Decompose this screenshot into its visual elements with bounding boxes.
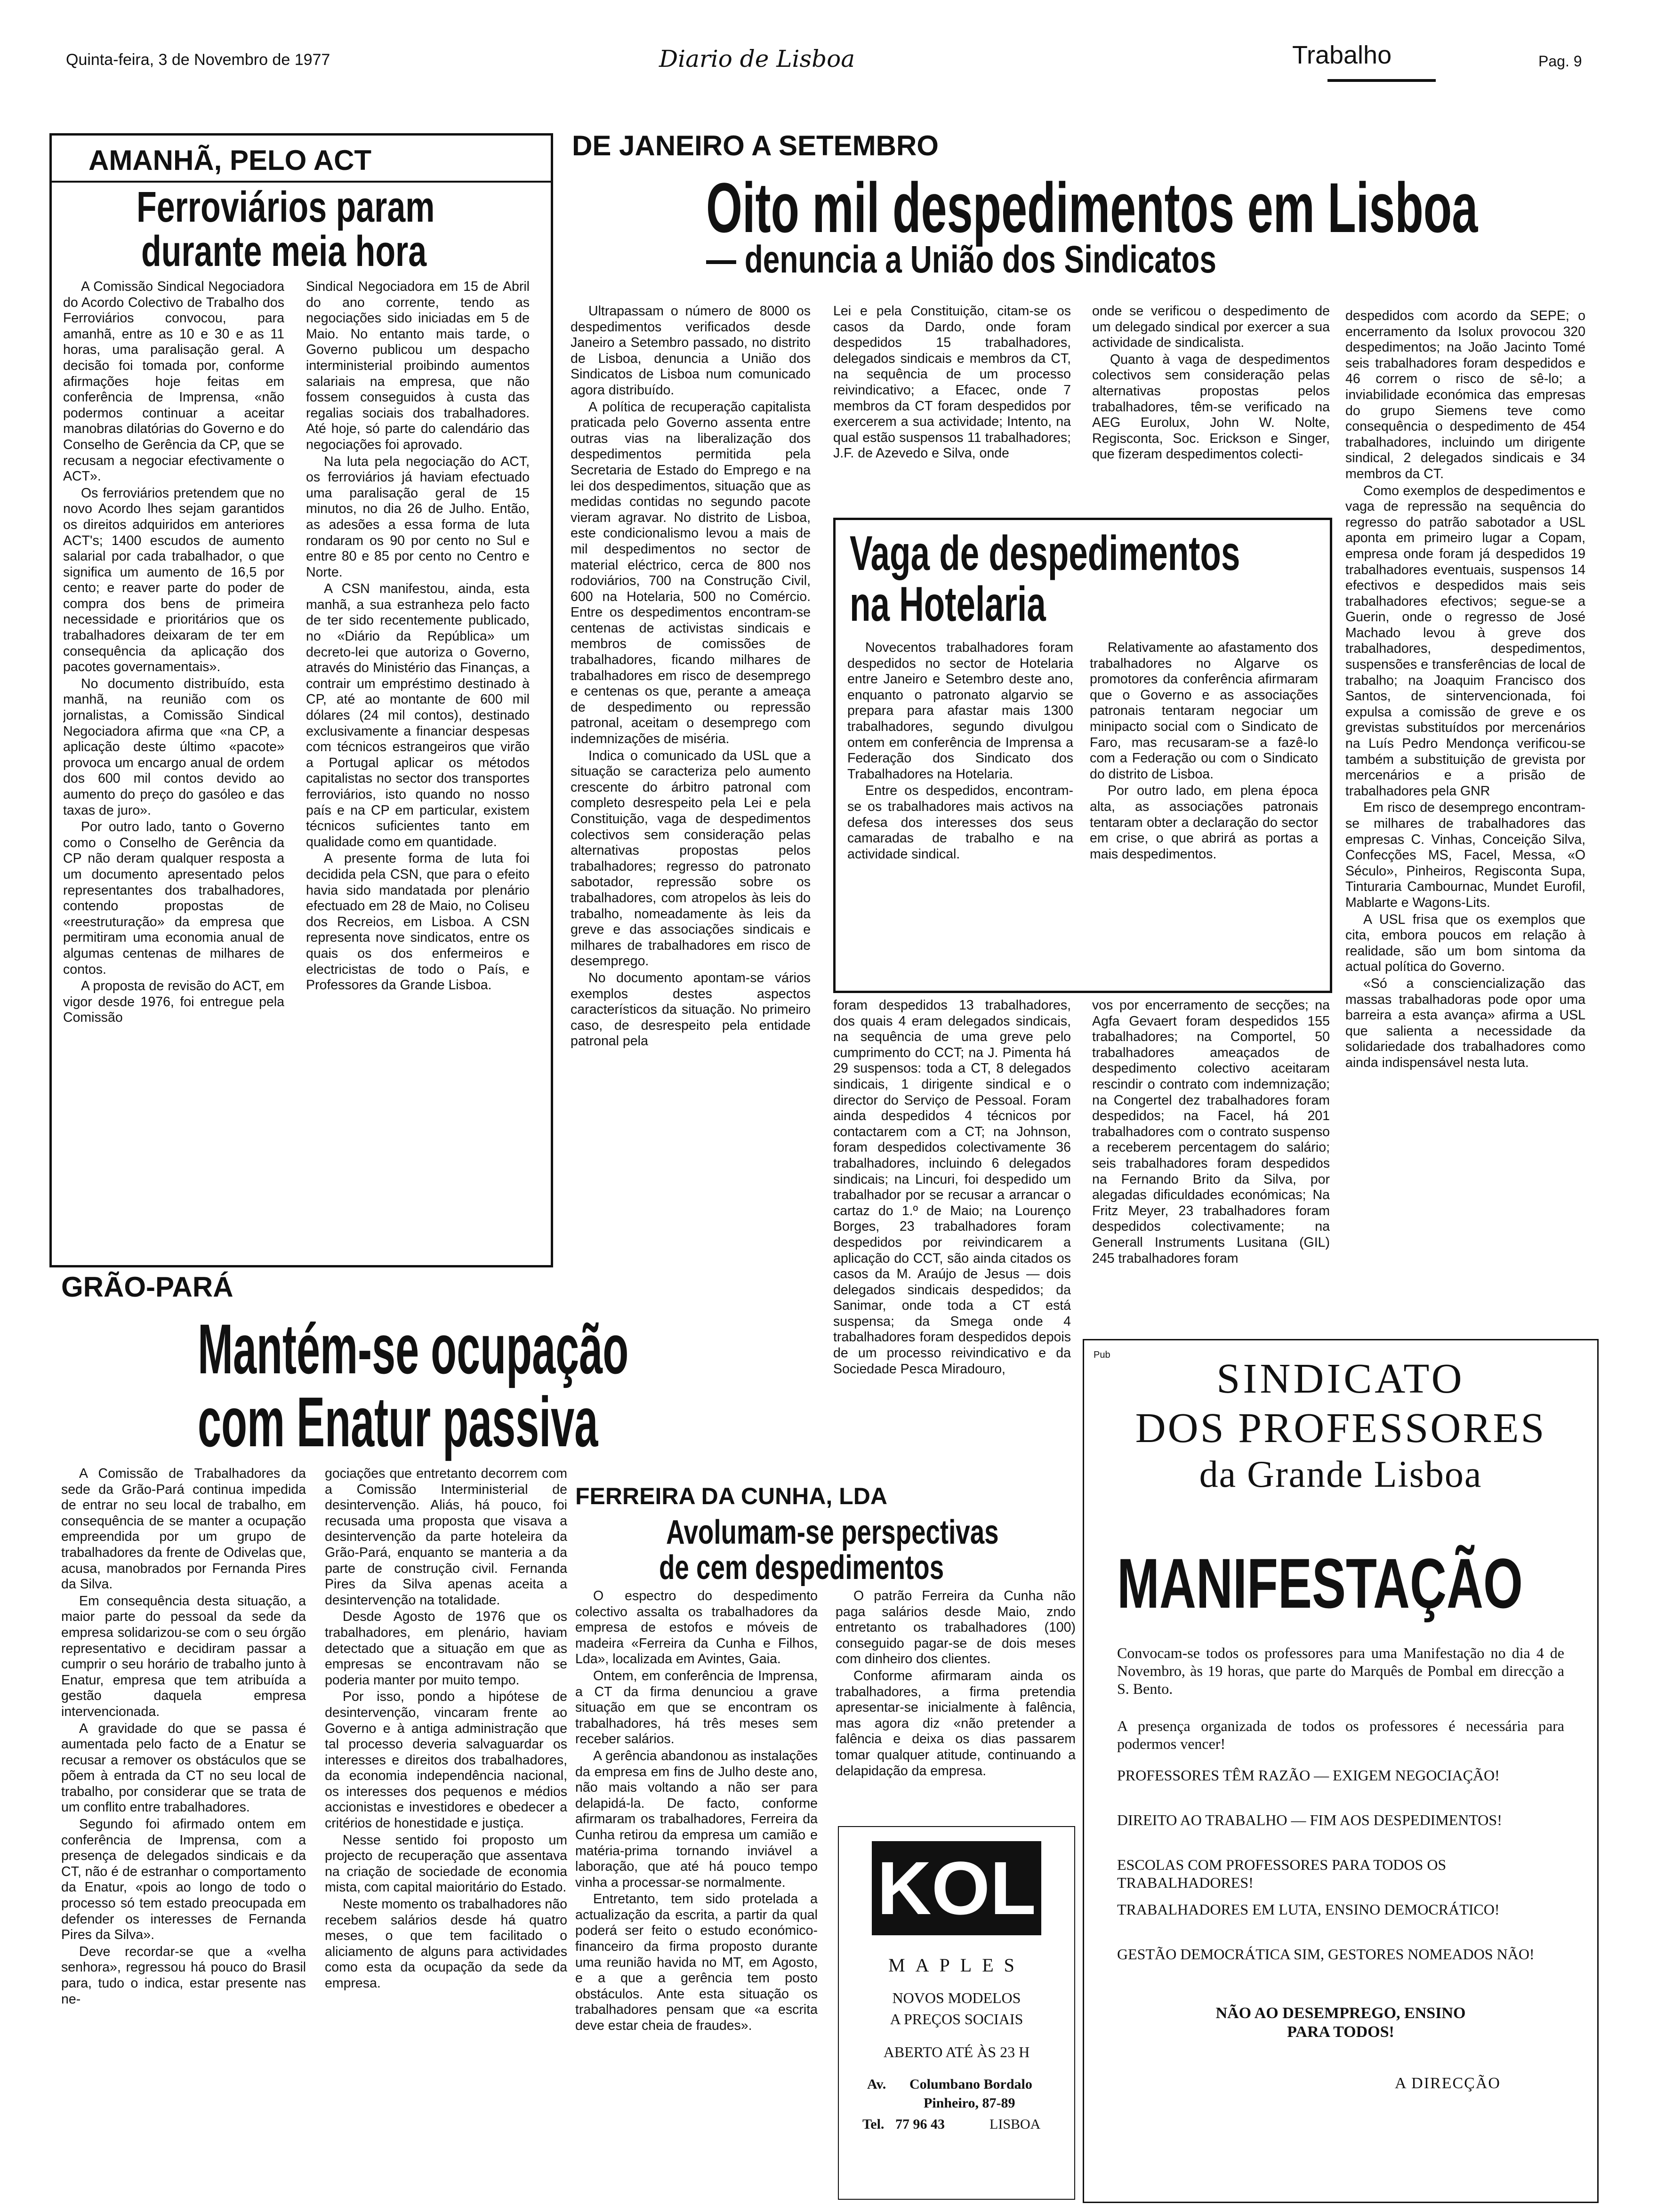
paragraph: Entre os despedidos, encontram-se os trabalhadores mais activos na defesa dos interesses dos seus camaradas de trabalho e na actividade sindical.	[847, 783, 1073, 862]
paragraph: Quanto à vaga de despedimentos colectivos sem consideração pelas alternativas propostas pelos trabalhadores, têm-se verificado na AEG Eurolux, John W. Nolte, Regisconta, Soc. Erickson e Singer, que fizeram despedimentos colecti-	[1092, 352, 1330, 462]
lead-column-4	[1345, 308, 1585, 1320]
lead-column-5	[833, 998, 1071, 1478]
lead-column-6	[1092, 998, 1330, 1318]
ferreira-column-2	[836, 1588, 1076, 1800]
kol-name: MAPLES	[888, 1955, 1025, 1976]
paragraph: A proposta de revisão do ACT, em vigor desde 1976, foi entregue pela Comissão	[63, 978, 284, 1026]
kol-address-2: Pinheiro, 87-89	[924, 2095, 1015, 2111]
paragraph: despedidos com acordo da SEPE; o encerramento da Isolux provocou 320 despedimentos; na João Jacinto Tomé seis trabalhadores foram despedidos e 46 correm o risco de sê-lo; a inviabilidade económica das empresas do grupo Siemens teve como consequência o despedimento de 454 trabalhadores, incluindo um dirigente sindical, 2 delegados sindicais e 34 membros da CT.	[1345, 308, 1585, 481]
paragraph: «Só a consciencialização das massas trabalhadoras pode opor uma barreira a esta avança» afirma a USL que salienta a necessidade da solidariedade dos trabalhadores como ainda indispensável nesta luta.	[1345, 976, 1585, 1070]
paragraph: Como exemplos de despedimentos e vaga de repressão na sequência do regresso do patrão sabotador a USL aponta em primeiro lugar a Copam, empresa onde foram já despedidos 19 trabalhadores eventuais, suspensos 14 efectivos e despedidos mais seis trabalhadores efectivos; segue-se a Guerin, onde o regresso de José Machado levou à greve dos trabalhadores, despedimentos, suspensões e transferências de local de trabalho; na Joaquim Francisco dos Santos, de sintervencionada, foi expulsa a comissão de greve e os grevistas substituídos por mercenários na Luís Pedro Mendonça verificou-se também a substituição de grevista por mercenários e a prisão de trabalhadores pela GNR	[1345, 483, 1585, 799]
paragraph: vos por encerramento de secções; na Agfa Gevaert foram despedidos 155 trabalhadores; na Comportel, 50 trabalhadores ameaçados de despedimento colectivo aceitaram rescindir o contrato com indemnização; na Congertel dez trabalhadores foram despedidos; na Facel, há 201 trabalhadores com o contrato suspenso a receberem percentagem do salário; seis trabalhadores foram despedidos na Fernando Brito da Silva, por alegadas dificuldades económicas; Na Fritz Meyer, 23 trabalhadores foram despedidos colectivamente; na Generall Instruments Lusitana (GIL) 245 trabalhadores foram	[1092, 998, 1330, 1266]
hotel-story-box	[833, 518, 1332, 993]
kol-tel-label: Tel.	[862, 2116, 885, 2132]
paragraph: Conforme afirmaram ainda os trabalhadores, a firma pretendia apresentar-se inicialmente à falência, mas agora diz «não pretender a falência e deixa os dias passarem tomar qualquer atitude, continuando a delapidação da empresa.	[836, 1668, 1076, 1779]
paragraph: Indica o comunicado da USL que a situação se caracteriza pelo aumento crescente do árbitro patronal com completo desrespeito pela Lei e pela Constituição, vaga de despedimentos colectivos sem consideração pelas alternativas propostas pelos trabalhadores; regresso do patronato sabotador, repressão sobre os trabalhadores, com atropelos às leis do trabalho, nomeadamente às leis da greve e das associações sindicais e milhares de trabalhadores em risco de desemprego.	[571, 748, 811, 969]
sindicato-title-3: da Grande Lisboa	[1199, 1454, 1482, 1495]
grao-headline-1: Mantém-se ocupação	[198, 1309, 629, 1388]
paragraph: No documento distribuído, esta manhã, na reunião com os jornalistas, a Comissão Sindical Negociadora afirma que «na CP, a aplicação deste último «pacote» provoca um encargo anual de ordem dos 600 mil contos devido ao aumento do preço do gasóleo e das taxas de juro».	[63, 676, 284, 818]
paragraph: Na luta pela negociação do ACT, os ferroviários já haviam efectuado uma paralisação geral de 15 minutos, no dia 26 de Julho. Então, as adesões a essa forma de luta rondaram os 90 por cento no Sul e entre 80 e 85 por cento no Centro e Norte.	[306, 454, 530, 580]
paragraph: A CSN manifestou, ainda, esta manhã, a sua estranheza pelo facto de ter sido recentemente publicado, no «Diário da República» um decreto-lei que autoriza o Governo, através do Ministério das Finanças, a contrair um empréstimo destinado à CP, até ao montante de 600 mil dólares (24 mil contos), destinado exclusivamente a financiar despesas com técnicos estrangeiros que virão a Portugal aplicar os métodos capitalistas no sector dos transportes ferroviários, isto quando no nosso país e na CP em particular, existem técnicos suficientes tanto em qualidade como em quantidade.	[306, 581, 530, 850]
grao-headline-2: com Enatur passiva	[198, 1382, 598, 1461]
sindicato-title-2: DOS PROFESSORES	[1135, 1405, 1546, 1451]
paragraph: O patrão Ferreira da Cunha não paga salários desde Maio, zndo entretanto os trabalhadores (100) conseguido pagar-se de dois meses com dinheiro dos clientes.	[836, 1588, 1076, 1667]
kol-line-3: ABERTO ATÉ ÀS 23 H	[883, 2044, 1030, 2060]
kol-tel: 77 96 43	[895, 2116, 945, 2132]
paragraph: Em risco de desemprego encontram-se milhares de trabalhadores das empresas C. Vinhas, Conceição Silva, Confecções MS, Facel, Messa, «O Século», Pinheiros, Regisconta Supa, Tinturaria Cambournac, Mundet Eurofil, Mablarte e Wagons-Lits.	[1345, 800, 1585, 910]
kol-ad	[838, 1826, 1075, 2200]
paragraph: gociações que entretanto decorrem com a Comissão Interministerial de desintervenção. Aliás, há pouco, foi recusada uma proposta que visava a desintervenção da parte hoteleira da Grão-Pará, enquanto se manteria a da parte de construção civil. Fernanda Pires da Silva apenas aceita a desintervenção na totalidade.	[325, 1466, 567, 1608]
paragraph: Em consequência desta situação, a maior parte do pessoal da sede da empresa solidarizou-se com o seu órgão representativo e decidiram passar a cumprir o seu horário de trabalho junto à Enatur, empresa que tem atribuída a gestão daquela empresa intervencionada.	[61, 1593, 306, 1719]
sindicato-title-1: SINDICATO	[1216, 1355, 1465, 1402]
hotel-column-1	[847, 640, 1073, 979]
sindicato-signature: A DIRECÇÃO	[1395, 2075, 1501, 2092]
paragraph: A política de recuperação capitalista praticada pelo Governo assenta entre outras vias na liberalização dos despedimentos permitida pela Secretaria de Estado do Emprego e na lei dos despedimentos, situação que as medidas contidas no segundo pacote vieram agravar. No distrito de Lisboa, este condicionalismo levou a mais de mil despedimentos no sector de material eléctrico, cerca de 800 nos rodoviários, 700 na Construção Civil, 600 na Hotelaria, 500 no Comércio. Entre os despedimentos encontram-se centenas de activistas sindicais e membros de comissões de trabalhadores, ficando milhares de trabalhadores em risco de desemprego e centenas os que, perante a ameaça de despedimento ou repressão patronal, aceitam o desemprego com indemnizações de miséria.	[571, 399, 811, 747]
newspaper-name: Diario de Lisboa	[659, 45, 855, 72]
slogan: PROFESSORES TÊM RAZÃO — EXIGEM NEGOCIAÇÃO!	[1117, 1767, 1500, 1784]
kol-logo: KOL	[872, 1841, 1041, 1935]
ferreira-kicker: FERREIRA DA CUNHA, LDA	[575, 1483, 887, 1509]
sindicato-closing: NÃO AO DESEMPREGO, ENSINO PARA TODOS!	[1215, 2004, 1466, 2041]
hotel-column-2	[1090, 640, 1318, 979]
kol-line-1: NOVOS MODELOS	[892, 1989, 1021, 2006]
act-column-1	[63, 279, 284, 1258]
lead-kicker: DE JANEIRO A SETEMBRO	[572, 130, 939, 161]
issue-date: Quinta-feira, 3 de Novembro de 1977	[66, 51, 330, 69]
paragraph: Os ferroviários pretendem que no novo Acordo lhes sejam garantidos os direitos adquiridos em anteriores ACT's; 1400 escudos de aumento salarial por cada trabalhador, o que significa um aumento de 16,5 por cento; e reaver parte do poder de compra dos bens de primeira necessidade e prioritários que os trabalhadores deixaram de ter em consequência da aplicação dos pacotes governamentais».	[63, 485, 284, 675]
lead-column-3	[1092, 304, 1330, 511]
act-story-box	[49, 133, 553, 1267]
kol-address-1: Columbano Bordalo	[909, 2076, 1032, 2092]
kol-line-2: A PREÇOS SOCIAIS	[890, 2011, 1023, 2028]
act-kicker: AMANHÃ, PELO ACT	[88, 144, 372, 176]
paragraph: Nesse sentido foi proposto um projecto de recuperação que assentava na criação de sociedade de economia mista, com capital maioritário do Estado.	[325, 1832, 567, 1895]
paragraph: Por outro lado, em plena época alta, as associações patronais tentaram obter a declaração do sector em crise, o que abrirá as portas a mais despedimentos.	[1090, 783, 1318, 862]
paragraph: Por isso, pondo a hipótese de desintervenção, vincaram frente ao Governo e à antiga administração que tal processo deveria salvaguardar os interesses e direitos dos trabalhadores, da economia independência nacional, os interesses dos pequenos e médios accionistas e investidores e obedecer a critérios de honestidade e justiça.	[325, 1689, 567, 1831]
grao-kicker: GRÃO-PARÁ	[61, 1271, 233, 1303]
paragraph: Neste momento os trabalhadores não recebem salários desde há quatro meses, o que tem facilitado o aliciamento de alguns para actividades como esta da ocupação da sede da empresa.	[325, 1897, 567, 1991]
grao-column-1	[61, 1466, 306, 2200]
lead-column-1	[571, 304, 811, 1264]
act-headline-2: durante meia hora	[141, 227, 427, 275]
paragraph: O espectro do despedimento colectivo assalta os trabalhadores da empresa de estofos e móveis de madeira «Ferreira da Cunha e Filhos, Lda», localizada em Avintes, Gaia.	[575, 1588, 818, 1667]
paragraph: foram despedidos 13 trabalhadores, dos quais 4 eram delegados sindicais, na sequência de uma greve pelo cumprimento do CCT; na J. Pimenta há 29 suspensos: toda a CT, 8 delegados sindicais, 1 dirigente sindical e o director do Serviço de Pessoal. Foram ainda despedidos 4 técnicos por contactarem com a CT; na Johnson, foram despedidos colectivamente 36 trabalhadores, incluindo 6 delegados sindicais; na Lincuri, foi despedido um trabalhador por se recusar a arrancar o cartaz do 1.º de Maio; na Lourenço Borges, 23 trabalhadores foram despedidos por reivindicarem a aplicação do CCT, são ainda citados os casos da M. Araújo de Jesus — dois delegados sindicais despedidos; da Sanimar, onde toda a CT está suspensa; da Smega onde 4 trabalhadores foram despedidos depois de um processo reivindicativo e da Sociedade Pesca Miradouro,	[833, 998, 1071, 1377]
paragraph: No documento apontam-se vários exemplos destes aspectos característicos da situação. No primeiro caso, de desrespeito pela entidade patronal pela	[571, 970, 811, 1049]
paragraph: A gerência abandonou as instalações da empresa em fins de Julho deste ano, não mais voltando a não ser para delapidá-la. De facto, conforme afirmaram os trabalhadores, Ferreira da Cunha retirou da empresa um camião e matéria-prima tornando inviável a laboração, que até há pouco tempo vinha a processar-se normalmente.	[575, 1748, 818, 1890]
slogan: TRABALHADORES EM LUTA, ENSINO DEMOCRÁTICO!	[1117, 1901, 1500, 1918]
lead-headline: Oito mil despedimentos em Lisboa	[706, 168, 1478, 247]
paragraph: Ultrapassam o número de 8000 os despedimentos verificados desde Janeiro a Setembro passado, no distrito de Lisboa, denuncia a União dos Sindicatos de Lisboa num comunicado agora distribuído.	[571, 304, 811, 398]
paragraph: Segundo foi afirmado ontem em conferência de Imprensa, com a presença de delegados sindicais e da CT, não é de estranhar o comportamento da Enatur, «pois ao longo de todo o processo só tem estado preocupada em defender os interesses de Fernanda Pires da Silva».	[61, 1817, 306, 1943]
grao-column-2	[325, 1466, 567, 2200]
paragraph: Entretanto, tem sido protelada a actualização da escrita, a partir da qual poderá ser feito o estudo económico-financeiro da firma proposto durante uma reunião havida no MT, em Agosto, e a que a gerência tem posto obstáculos. Ante esta situação os trabalhadores pensam que «a escrita deve estar cheia de fraudes».	[575, 1891, 818, 2034]
paragraph: A Comissão de Trabalhadores da sede da Grão-Pará continua impedida de entrar no seu local de trabalho, em consequência de se manter a ocupação empreendida por um grupo de trabalhadores da frente de Odivelas que, acusa, manobrados por Fernanda Pires da Silva.	[61, 1466, 306, 1592]
paragraph: A presente forma de luta foi decidida pela CSN, que para o efeito havia sido mandatada por plenário efectuado em 28 de Maio, no Coliseu dos Recreios, em Lisboa. A CSN representa nove sindicatos, entre os quais os dos enfermeiros e electricistas de todo o País, e Professores da Grande Lisboa.	[306, 851, 530, 993]
paragraph: Relativamente ao afastamento dos trabalhadores no Algarve os promotores da conferência afirmaram que o Governo e as associações patronais tentaram negociar um minipacto social com o Sindicato de Faro, mas recusaram-se a fazê-lo com a Federação ou com o Sindicato do distrito de Lisboa.	[1090, 640, 1318, 782]
kol-address-label: Av.	[867, 2076, 886, 2092]
paragraph: Novecentos trabalhadores foram despedidos no sector de Hotelaria entre Janeiro e Setembro deste ano, enquanto o patronato algarvio se prepara para afastar mais 1300 trabalhadores, segundo divulgou ontem em conferência de Imprensa a Federação dos Sindicato dos Trabalhadores na Hotelaria.	[847, 640, 1073, 782]
paragraph: A Comissão Sindical Negociadora do Acordo Colectivo de Trabalho dos Ferroviários convocou, para amanhã, entre as 10 e 30 e as 11 horas, uma paralisação geral. A decisão foi tomada por, conforme afirmações hoje feitas em conferência de Imprensa, «não podermos continuar a aceitar manobras dilatórias do Governo e do Conselho de Gerência da CP, que se recusam a negociar efectivamente o ACT».	[63, 279, 284, 484]
paragraph: Desde Agosto de 1976 que os trabalhadores, em plenário, haviam detectado que a situação em que as empresas se encontravam não se poderia manter por muito tempo.	[325, 1609, 567, 1688]
section-rule	[1327, 79, 1436, 82]
act-column-2	[306, 279, 530, 1258]
hotel-headline-2: na Hotelaria	[850, 577, 1046, 632]
slogan: DIREITO AO TRABALHO — FIM AOS DESPEDIMENTOS!	[1117, 1811, 1502, 1828]
slogan: ESCOLAS COM PROFESSORES PARA TODOS OS TRABALHADORES!	[1117, 1856, 1447, 1891]
paragraph: Deve recordar-se que a «velha senhora», regressou há pouco do Brasil para, tudo o indica, estar presente nas ne-	[61, 1944, 306, 2007]
paragraph: onde se verificou o despedimento de um delegado sindical por exercer a sua actividade de sindicalista.	[1092, 304, 1330, 351]
sindicato-body-2: A presença organizada de todos os professores é necessária para podermos vencer!	[1117, 1717, 1564, 1752]
section-name: Trabalho	[1292, 41, 1392, 69]
paragraph: Lei e pela Constituição, citam-se os casos da Dardo, onde foram despedidos 15 trabalhadores, delegados sindicais e membros da CT, na sequência de um processo reivindicativo; a Efacec, onde 7 membros da CT foram despedidos por exercerem a sua actividade; Intento, na qual estão suspensos 11 trabalhadores; J.F. de Azevedo e Silva, onde	[833, 304, 1071, 461]
paragraph: Sindical Negociadora em 15 de Abril do ano corrente, tendo as negociações sido iniciadas em 5 de Maio. No entanto mais tarde, o Governo publicou um despacho interministerial proibindo aumentos salariais na empresa, que não fossem conseguidos à custa das regalias sociais dos trabalhadores. Até hoje, só parte do calendário das negociações foi aprovado.	[306, 279, 530, 452]
manifestacao-headline: MANIFESTAÇÃO	[1117, 1544, 1523, 1623]
kol-city: LISBOA	[989, 2116, 1041, 2132]
lead-subheadline: — denuncia a União dos Sindicatos	[706, 238, 1216, 281]
paragraph: A gravidade do que se passa é aumentada pelo facto de a Enatur se recusar a remover os obstáculos que se põem à entrada da CT no seu local de trabalho, por considerar que se trata de um conflito entre trabalhadores.	[61, 1721, 306, 1815]
hotel-headline-1: Vaga de despedimentos	[850, 526, 1240, 581]
page-number: Pag. 9	[1538, 53, 1582, 70]
act-headline-1: Ferroviários param	[137, 183, 435, 231]
paragraph: Por outro lado, tanto o Governo como o Conselho de Gerência da CP não deram qualquer resposta a um documento apresentado pelos representantes dos trabalhadores, contendo propostas de «reestruturação» da empresa que permitiram uma economia anual de algumas centenas de milhares de contos.	[63, 819, 284, 977]
ferreira-column-1	[575, 1588, 818, 2200]
lead-column-2	[833, 304, 1071, 511]
paragraph: Ontem, em conferência de Imprensa, a CT da firma denunciou a grave situação em que se encontram os trabalhadores, há três meses sem receber salários.	[575, 1668, 818, 1747]
paragraph: A USL frisa que os exemplos que cita, embora poucos em relação à realidade, são um bom sintoma da actual política do Governo.	[1345, 912, 1585, 975]
ferreira-headline-2: de cem despedimentos	[659, 1549, 944, 1587]
ferreira-headline-1: Avolumam-se perspectivas	[666, 1514, 999, 1551]
sindicato-ad	[1083, 1339, 1599, 2203]
sindicato-body-1: Convocam-se todos os professores para uma Manifestação no dia 4 de Novembro, às 19 horas, que parte do Marquês de Pombal em direcção a S. Bento.	[1117, 1644, 1564, 1697]
slogan: GESTÃO DEMOCRÁTICA SIM, GESTORES NOMEADOS NÃO!	[1117, 1946, 1535, 1963]
pub-label: Pub	[1094, 1350, 1110, 1360]
